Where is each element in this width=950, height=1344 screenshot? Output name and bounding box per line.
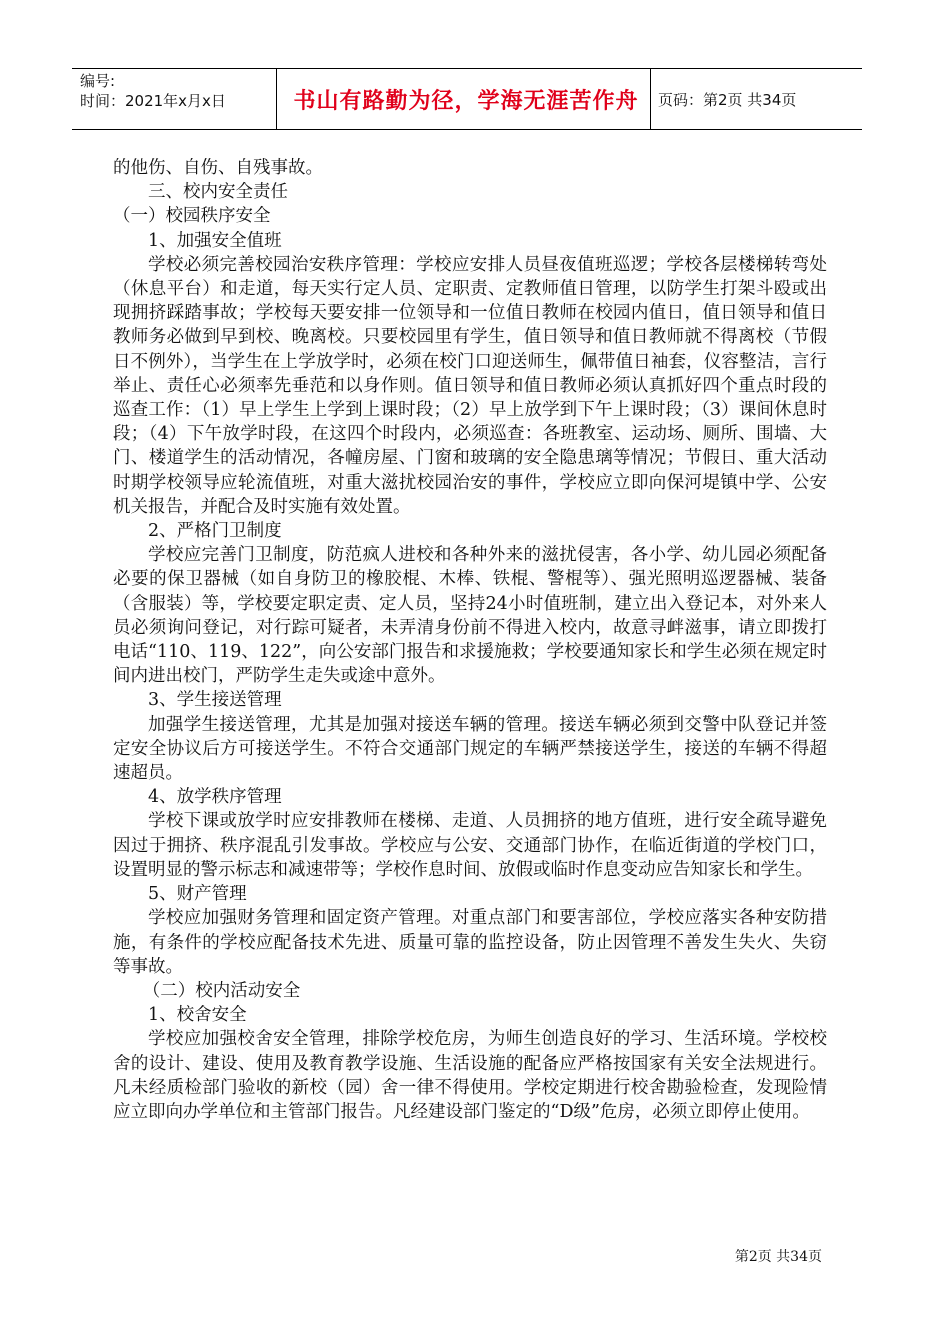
item-heading: 3、学生接送管理 — [148, 690, 282, 711]
paragraph: 学校下课或放学时应安排教师在楼梯、走道、人员拥挤的地方值班，进行安全疏导避免因过于拥挤、秩序混乱引发事故。学校应与公安、交通部门协作，在临近街道的学校门口，设置明显的警示标志和减速带等；学校作息时间、放假或临时作息变动应告知家长和学生。 — [113, 811, 827, 880]
paragraph: 学校应加强校舍安全管理，排除学校危房，为师生创造良好的学习、生活环境。学校校舍的设计、建设、使用及教育教学设施、生活设施的配备应严格按国家有关安全法规进行。凡未经质检部门验收的新校（园）舍一律不得使用。学校定期进行校舍勘验检查，发现险情应立即向办学单位和主管部门报告。凡经建设部门鉴定的“D级”危房，必须立即停止使用。 — [113, 1029, 827, 1122]
header-page-info: 页码：第2页 共34页 — [658, 90, 797, 109]
paragraph: 加强学生接送管理，尤其是加强对接送车辆的管理。接送车辆必须到交警中队登记并签定安全协议后方可接送学生。不符合交通部门规定的车辆严禁接送学生，接送的车辆不得超速超员。 — [113, 714, 827, 784]
item-heading: 1、校舍安全 — [148, 1005, 247, 1026]
item-heading: 5、财产管理 — [148, 884, 247, 905]
item-heading: 1、加强安全值班 — [148, 230, 282, 251]
header-motto: 书山有路勤为径，学海无涯苦作舟 — [293, 88, 639, 114]
header-divider — [276, 69, 277, 129]
document-body — [113, 156, 827, 1124]
paragraph: 学校应完善门卫制度，防范疯人进校和各种外来的滋扰侵害，各小学、幼儿园必须配备必要的保卫器械（如自身防卫的橡胶棍、木棒、铁棍、警棍等）、强光照明巡逻器械、装备（含服装）等，学校要定职定责、定人员，坚持24小时值班制，建立出入登记本，对外来人员必须询问登记，对行踪可疑者，未弄清身份前不得进入校内，故意寻衅滋事，请立即拨打电话“110、119、122”，向公安部门报告和求援施救；学校要通知家长和学生必须在规定时间内进出校门，严防学生走失或途中意外。 — [113, 545, 827, 687]
number-label: 编号: — [80, 72, 116, 90]
item-heading: 2、严格门卫制度 — [148, 521, 282, 542]
paragraph: 学校应加强财务管理和固定资产管理。对重点部门和要害部位，学校应落实各种安防措施，有条件的学校应配备技术先进、质量可靠的监控设备，防止因管理不善发生失火、失窃等事故。 — [113, 908, 827, 977]
section-heading: 三、校内安全责任 — [148, 182, 288, 203]
page-footer: 第2页 共34页 — [734, 1249, 822, 1265]
item-heading: 4、放学秩序管理 — [148, 787, 282, 808]
page-header — [72, 68, 862, 130]
time-label: 时间：2021年x月x日 — [80, 92, 226, 110]
subsection-heading: （二）校内活动安全 — [142, 980, 301, 1001]
header-meta — [80, 71, 270, 111]
paragraph: 学校必须完善校园治安秩序管理：学校应安排人员昼夜值班巡逻；学校各层楼梯转弯处（休息平台）和走道，每天实行定人员、定职责、定教师值日管理，以防学生打架斗殴或出现拥挤踩踏事故；学校每天要安排一位领导和一位值日教师在校园内值日，值日领导和值日教师务必做到早到校、晚离校。只要校园里有学生，值日领导和值日教师就不得离校（节假日不例外），当学生在上学放学时，必须在校门口迎送师生，佩带值日袖套，仪容整洁，言行举止、责任心必须率先垂范和以身作则。值日领导和值日教师必须认真抓好四个重点时段的巡查工作：（1）早上学生上学到上课时段；（2）早上放学到下午上课时段；（3）课间休息时段；（4）下午放学时段，在这四个时段内，必须巡查：各班教室、运动场、厕所、围墙、大门、楼道学生的活动情况，各幢房屋、门窗和玻璃的安全隐患璃等情况；节假日、重大活动时期学校领导应轮流值班，对重大滋扰校园治安的事件，学校应立即向保河堤镇中学、公安机关报告，并配合及时实施有效处置。 — [113, 254, 827, 517]
paragraph: 的他伤、自伤、自残事故。 — [113, 158, 323, 178]
header-divider — [650, 69, 651, 129]
subsection-heading: （一）校园秩序安全 — [113, 206, 271, 227]
